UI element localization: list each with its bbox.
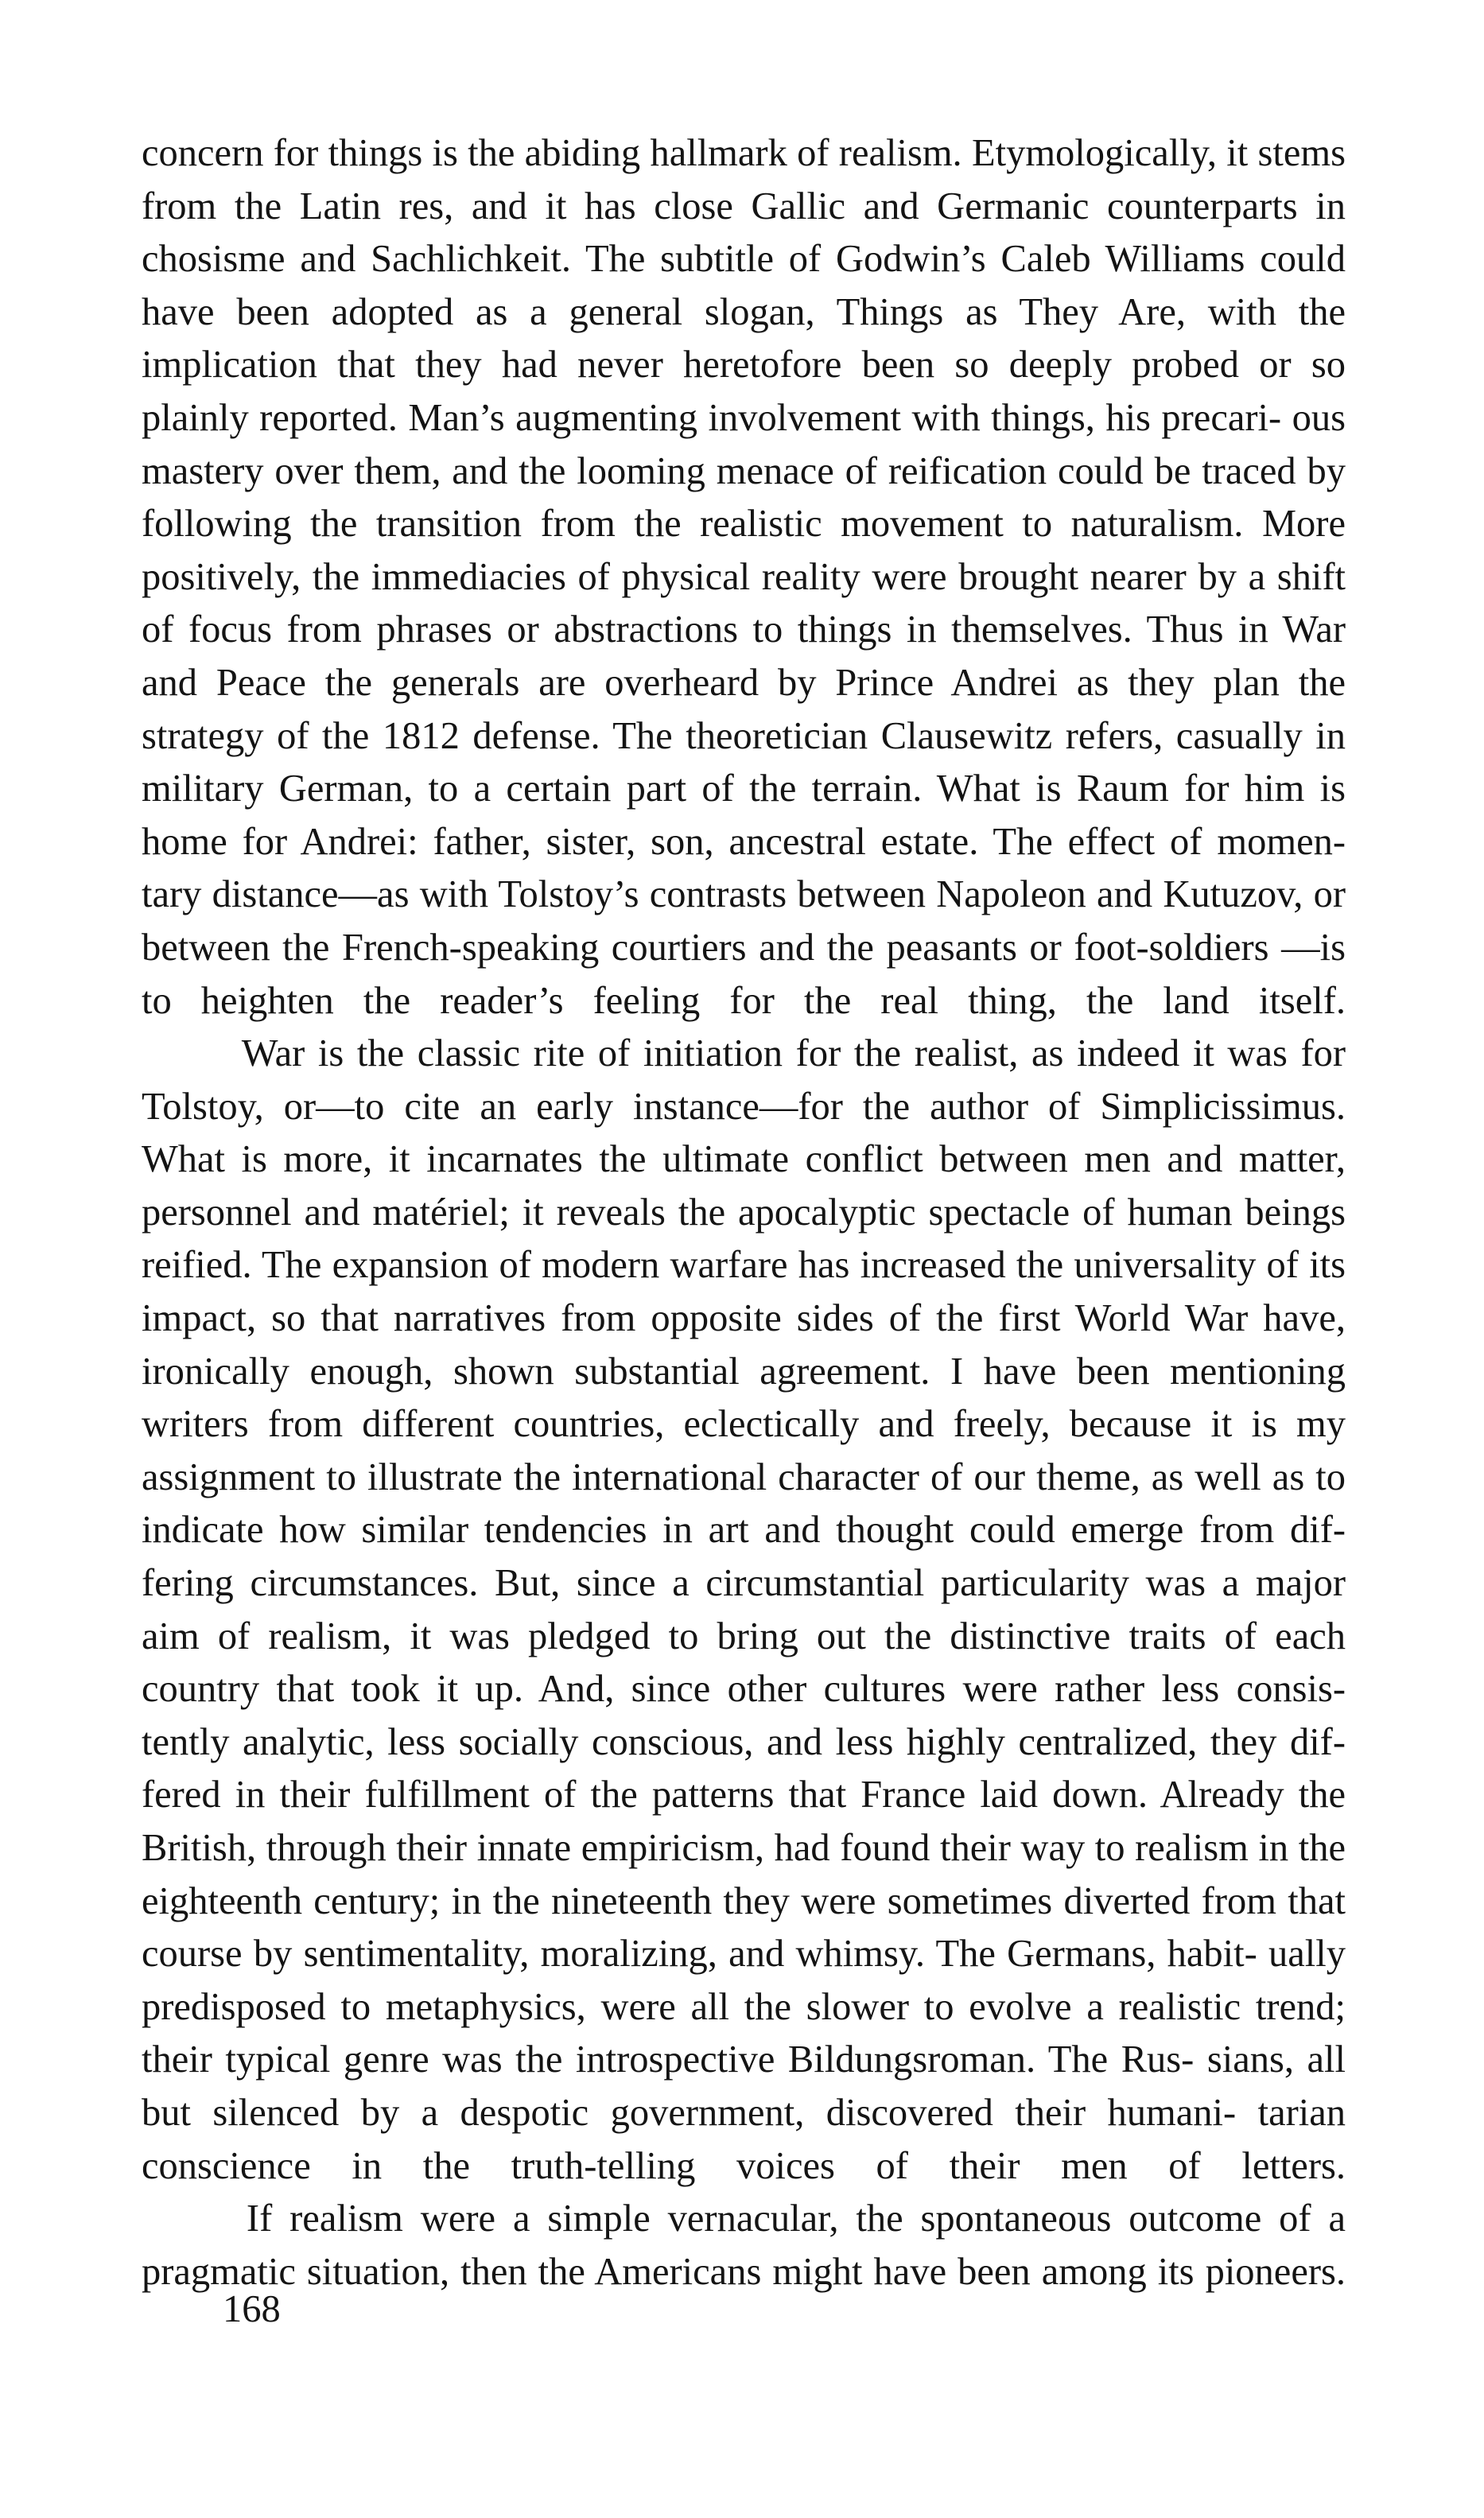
line: in military German, to a certain part of the terrain. What is Raum for him <box>142 714 1346 810</box>
line: ually predisposed to metaphysics, were all the slower to evolve a realistic <box>142 1933 1346 2028</box>
line: reified. The expansion of modern warfare has increased the universality of <box>142 1244 1299 1287</box>
line: traced by following the transition from the realistic movement to naturalism. <box>142 449 1346 546</box>
line: plainly reported. Man’s augmenting involvement with things, his precari- <box>142 396 1282 439</box>
line: the eighteenth century; in the nineteenth they were sometimes diverted from <box>142 1827 1346 1922</box>
paragraph-1 <box>142 127 1346 1028</box>
line: stems from the Latin res, and it has close Gallic and Germanic counterparts <box>142 132 1346 227</box>
line: or between the French-speaking courtiers and the peasants or foot-soldiers <box>142 873 1346 969</box>
line: implication that they had never heretofore been so deeply probed or so <box>142 344 1346 387</box>
line: ironically enough, shown substantial agreement. I have been mentioning <box>142 1350 1346 1393</box>
line: is home for Andrei: father, sister, son, ancestral estate. The effect of momen- <box>142 767 1346 863</box>
line: If realism were a simple vernacular, the spontaneous outcome of a <box>246 2197 1346 2240</box>
line: to indicate how similar tendencies in art and thought could emerge from dif- <box>142 1455 1346 1552</box>
line: personnel and matériel; it reveals the apocalyptic spectacle of human beings <box>142 1191 1346 1234</box>
line: sians, all but silenced by a despotic government, discovered their humani- <box>142 2038 1346 2134</box>
line: fered in their fulfillment of the patterns that France laid down. Already the <box>142 1774 1346 1817</box>
page-body <box>142 127 1346 2298</box>
line: fering circumstances. But, since a circumstantial particularity was a major <box>142 1562 1346 1605</box>
line: pragmatic situation, then the Americans might have been among its pioneers. <box>142 2250 1346 2293</box>
paragraph-3 <box>142 2193 1346 2298</box>
line: its impact, so that narratives from opposite sides of the first World War have, <box>142 1244 1346 1340</box>
line: tarian conscience in the truth-telling voices of their men of letters. <box>142 2091 1346 2187</box>
line: aim of realism, it was pledged to bring out the distinctive traits of each <box>142 1615 1346 1657</box>
paragraph-2 <box>142 1028 1346 2193</box>
line: More positively, the immediacies of physical reality were brought nearer <box>142 503 1346 598</box>
line: by a shift of focus from phrases or abstractions to things in themselves. Thus <box>142 555 1346 651</box>
line: in War and Peace the generals are overheard by Prince Andrei as they plan <box>142 608 1346 704</box>
page-number: 168 <box>223 2288 281 2330</box>
line: assignment to illustrate the international character of our theme, as well as <box>142 1455 1305 1498</box>
line: writers from different countries, eclectically and freely, because it is my <box>142 1403 1346 1446</box>
line: —is to heighten the reader’s feeling for the real thing, the land itself. <box>142 926 1346 1022</box>
line: Tolstoy, or—to cite an early instance—for the author of Simplicissimus. <box>142 1085 1346 1128</box>
line: concern for things is the abiding hallmark of realism. Etymologically, it <box>142 132 1249 174</box>
line: tently analytic, less socially conscious, and less highly centralized, they dif- <box>142 1720 1346 1763</box>
line: could have been adopted as a general slogan, Things as They Are, with the <box>142 238 1346 333</box>
line: in chosisme and Sachlichkeit. The subtitle of Godwin’s Caleb Williams <box>142 185 1346 281</box>
line: that course by sentimentality, moralizing, and whimsy. The Germans, habit- <box>142 1879 1346 1976</box>
line: trend; their typical genre was the introspective Bildungsroman. The Rus- <box>142 1985 1346 2081</box>
line: the strategy of the 1812 defense. The theoretician Clausewitz refers, casually <box>142 661 1346 757</box>
line: country that took it up. And, since other cultures were rather less consis- <box>142 1668 1346 1711</box>
line: tary distance—as with Tolstoy’s contrasts between Napoleon and Kutuzov, <box>142 873 1303 916</box>
line: What is more, it incarnates the ultimate conflict between men and matter, <box>142 1138 1346 1181</box>
line: British, through their innate empiricism, had found their way to realism in <box>142 1827 1289 1869</box>
line: War is the classic rite of initiation for the realist, as indeed it was for <box>241 1032 1346 1075</box>
line: ous mastery over them, and the looming menace of reification could be <box>142 396 1346 492</box>
